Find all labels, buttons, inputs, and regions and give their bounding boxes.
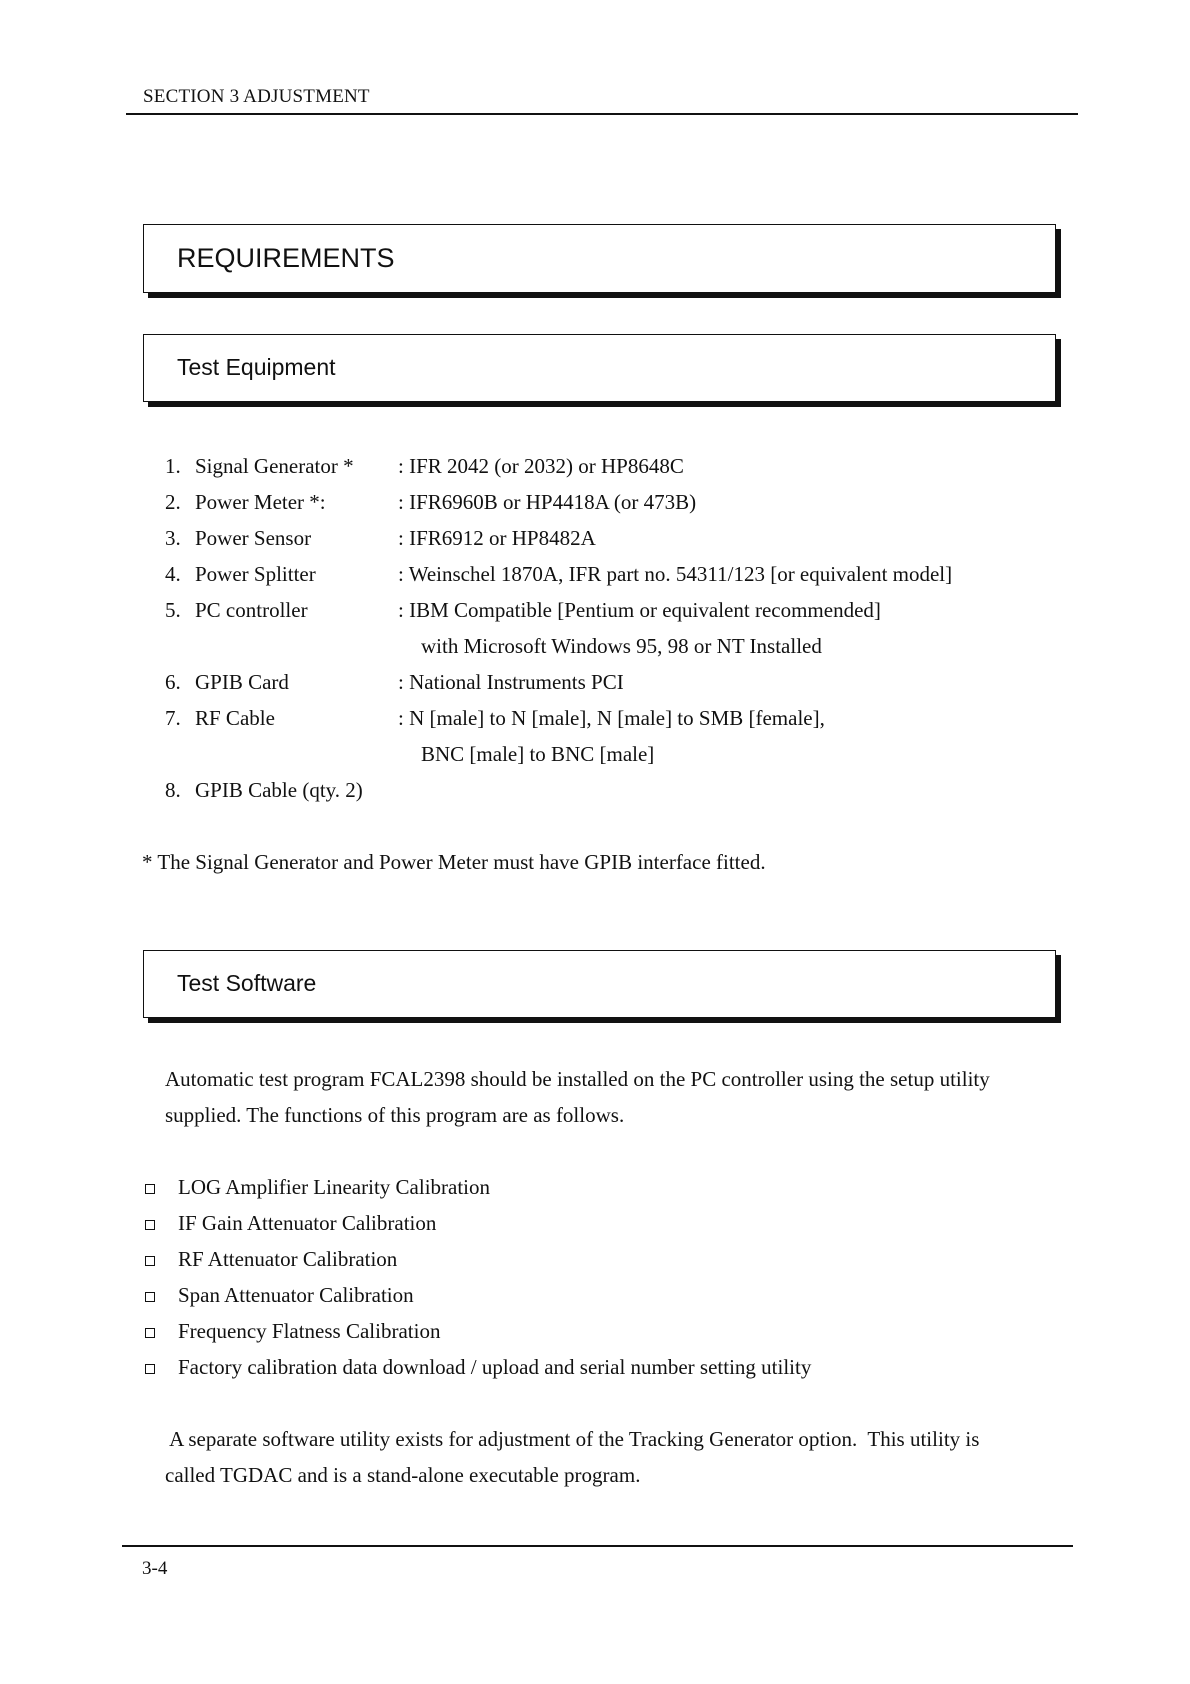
equipment-name: GPIB Card — [195, 670, 289, 694]
software-intro-line: Automatic test program FCAL2398 should be installed on the PC controller using the setup utility — [165, 1067, 990, 1091]
equipment-item — [0, 598, 1190, 662]
list-item — [0, 1175, 1190, 1203]
requirements-title: REQUIREMENTS — [177, 243, 395, 273]
equipment-number: 1. — [165, 454, 181, 478]
equipment-name: PC controller — [195, 598, 308, 622]
equipment-footnote: * The Signal Generator and Power Meter must have GPIB interface fitted. — [142, 850, 766, 874]
equipment-name: RF Cable — [195, 706, 275, 730]
equipment-spec-continued: BNC [male] to BNC [male] — [421, 742, 655, 766]
checkbox-bullet-icon — [145, 1328, 155, 1338]
checkbox-bullet-icon — [145, 1364, 155, 1374]
equipment-name: Signal Generator * — [195, 454, 354, 478]
equipment-spec: : IFR6960B or HP4418A (or 473B) — [398, 490, 697, 514]
equipment-number: 8. — [165, 778, 181, 802]
function-label: Factory calibration data download / upload and serial number setting utility — [178, 1355, 812, 1379]
requirements-heading-box — [143, 224, 1056, 293]
equipment-spec-continued: with Microsoft Windows 95, 98 or NT Installed — [421, 634, 822, 658]
equipment-spec: : IBM Compatible [Pentium or equivalent recommended] — [398, 598, 881, 622]
function-label: LOG Amplifier Linearity Calibration — [178, 1175, 491, 1199]
equipment-spec: : National Instruments PCI — [398, 670, 624, 694]
equipment-number: 2. — [165, 490, 181, 514]
equipment-item — [0, 562, 1190, 590]
test-software-title: Test Software — [177, 970, 317, 996]
software-intro-line: supplied. The functions of this program are as follows. — [165, 1103, 625, 1127]
equipment-item — [0, 670, 1190, 698]
running-header: SECTION 3 ADJUSTMENT — [143, 86, 370, 107]
list-item — [0, 1283, 1190, 1311]
equipment-number: 4. — [165, 562, 181, 586]
header-rule — [126, 113, 1078, 115]
equipment-spec: : IFR6912 or HP8482A — [398, 526, 596, 550]
list-item — [0, 1355, 1190, 1383]
function-label: RF Attenuator Calibration — [178, 1247, 398, 1271]
tracking-generator-note-line: A separate software utility exists for adjustment of the Tracking Generator option. This utility is — [165, 1427, 980, 1451]
equipment-spec: : Weinschel 1870A, IFR part no. 54311/123 [or equivalent model] — [398, 562, 953, 586]
equipment-item — [0, 490, 1190, 518]
function-label: Span Attenuator Calibration — [178, 1283, 414, 1307]
checkbox-bullet-icon — [145, 1256, 155, 1266]
test-equipment-heading-box — [143, 334, 1056, 402]
equipment-item — [0, 454, 1190, 482]
equipment-item — [0, 526, 1190, 554]
page-number: 3-4 — [142, 1558, 168, 1579]
equipment-item — [0, 706, 1190, 770]
function-label: IF Gain Attenuator Calibration — [178, 1211, 437, 1235]
equipment-number: 7. — [165, 706, 181, 730]
checkbox-bullet-icon — [145, 1292, 155, 1302]
list-item — [0, 1247, 1190, 1275]
equipment-item — [0, 778, 1190, 806]
checkbox-bullet-icon — [145, 1220, 155, 1230]
checkbox-bullet-icon — [145, 1184, 155, 1194]
equipment-name: Power Meter *: — [195, 490, 326, 514]
equipment-name: Power Splitter — [195, 562, 316, 586]
footer-rule — [122, 1545, 1073, 1547]
equipment-spec: : IFR 2042 (or 2032) or HP8648C — [398, 454, 684, 478]
equipment-number: 3. — [165, 526, 181, 550]
function-label: Frequency Flatness Calibration — [178, 1319, 441, 1343]
equipment-spec: : N [male] to N [male], N [male] to SMB [female], — [398, 706, 825, 730]
equipment-number: 6. — [165, 670, 181, 694]
test-software-heading-box — [143, 950, 1056, 1018]
list-item — [0, 1211, 1190, 1239]
test-equipment-title: Test Equipment — [177, 354, 336, 380]
equipment-name: GPIB Cable (qty. 2) — [195, 778, 363, 802]
equipment-name: Power Sensor — [195, 526, 312, 550]
tracking-generator-note-line: called TGDAC and is a stand-alone executable program. — [165, 1463, 641, 1487]
list-item — [0, 1319, 1190, 1347]
equipment-number: 5. — [165, 598, 181, 622]
